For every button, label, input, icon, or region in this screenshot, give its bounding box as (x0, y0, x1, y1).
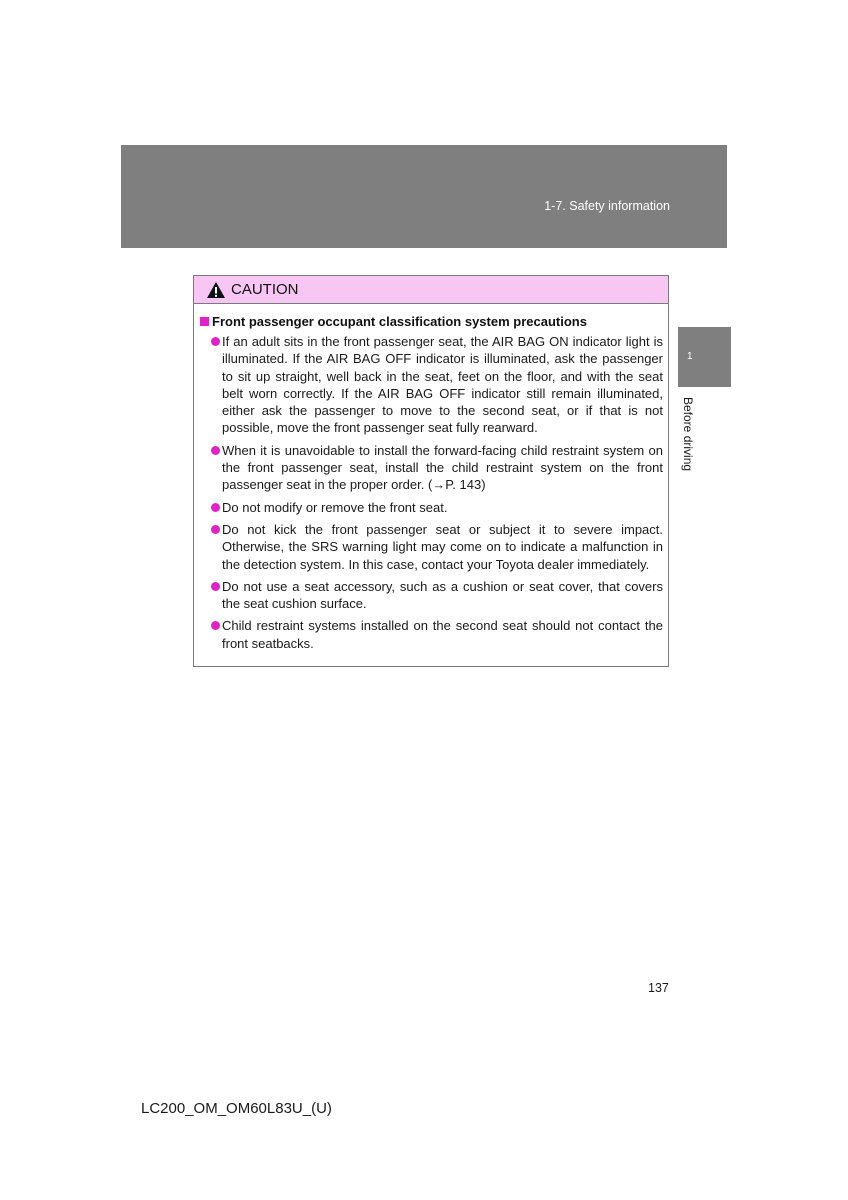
section-title: 1-7. Safety information (544, 199, 670, 213)
caution-item-text: If an adult sits in the front passenger seat, the AIR BAG ON indicator light is illuminated. If the AIR BAG OFF indicator is illuminated, ask the passenger to sit up straight, well back in the seat, feet on the floor, and with the seat belt worn correctly. If the AIR BAG OFF indicator still remain illuminated, either ask the passenger to move to the second seat, or if that is not possible, move the front passenger seat fully rearward. (222, 334, 663, 436)
square-bullet-icon (200, 317, 209, 326)
round-bullet-icon (211, 525, 220, 534)
header-band (121, 145, 727, 248)
caution-item-text: Do not modify or remove the front seat. (222, 499, 448, 515)
caution-title: CAUTION (231, 281, 299, 298)
caution-item-text: When it is unavoidable to install the forward-facing child restraint system on the front passenger seat, install the child restraint system on the front passenger seat in the proper order. (→P. 143) (222, 442, 663, 493)
caution-box (193, 275, 669, 667)
caution-subheading (199, 314, 663, 329)
caution-item (199, 442, 663, 494)
round-bullet-icon (211, 446, 220, 455)
chapter-tab-label: Before driving (681, 397, 695, 472)
footer-document-code: LC200_OM_OM60L83U_(U) (141, 1100, 332, 1117)
chapter-tab (678, 327, 731, 387)
caution-item (199, 617, 663, 652)
caution-item (199, 521, 663, 573)
caution-item (199, 333, 663, 437)
caution-item-text: Do not use a seat accessory, such as a cushion or seat cover, that covers the seat cushion surface. (222, 578, 663, 612)
caution-header (194, 276, 668, 304)
round-bullet-icon (211, 621, 220, 630)
round-bullet-icon (211, 582, 220, 591)
caution-body (194, 304, 668, 652)
round-bullet-icon (211, 337, 220, 346)
caution-list (199, 333, 663, 652)
caution-subheading-text: Front passenger occupant classification system precautions (212, 314, 587, 329)
caution-item-text: Do not kick the front passenger seat or subject it to severe impact. Otherwise, the SRS warning light may come on to indicate a malfunction in the detection system. In this case, contact your Toyota dealer immediately. (222, 521, 663, 572)
caution-item-text: Child restraint systems installed on the second seat should not contact the front seatbacks. (222, 618, 663, 651)
caution-item (199, 499, 663, 516)
page-number: 137 (648, 981, 669, 995)
caution-item (199, 578, 663, 613)
round-bullet-icon (211, 503, 220, 512)
warning-triangle-icon (206, 281, 226, 299)
chapter-tab-number: 1 (687, 351, 693, 362)
